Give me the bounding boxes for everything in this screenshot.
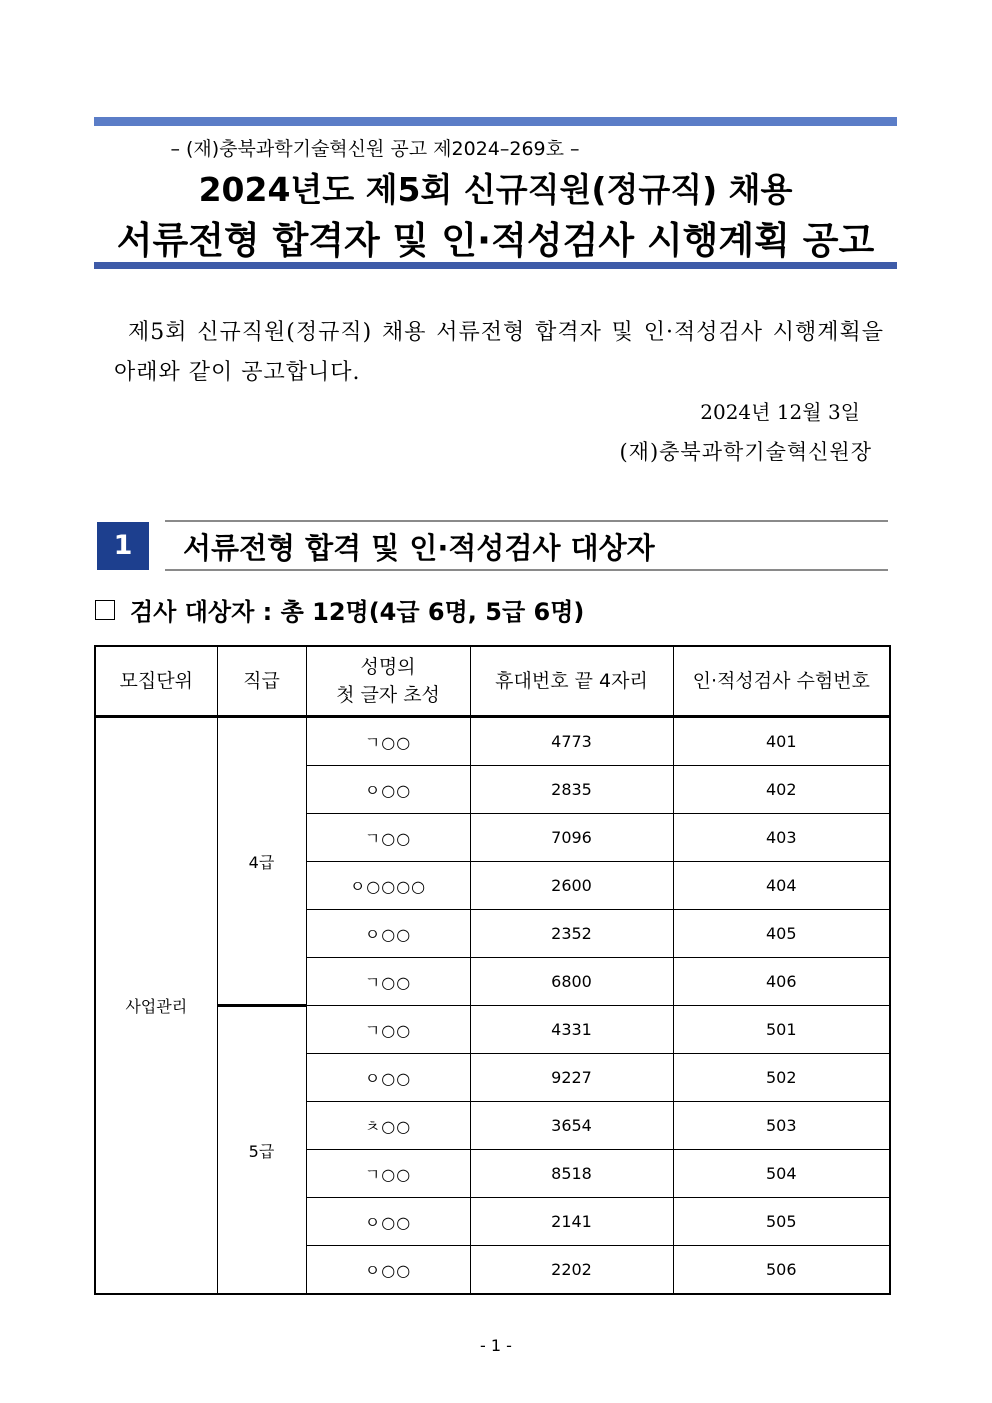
- section-title-bottom-rule: [165, 569, 888, 571]
- grade-5-cell: 5급: [217, 1006, 306, 1295]
- section-number-badge: 1: [97, 522, 149, 570]
- exam-no-cell: 401: [673, 717, 890, 766]
- header-grade: 직급: [217, 646, 306, 717]
- exam-no-cell: 504: [673, 1150, 890, 1198]
- initials-cell: ㄱ○○: [306, 1150, 470, 1198]
- checkbox-bullet-icon: [95, 600, 115, 620]
- phone-cell: 8518: [470, 1150, 673, 1198]
- header-initials-line2: 첫 글자 초성: [336, 684, 440, 706]
- initials-cell: ㄱ○○: [306, 1006, 470, 1054]
- exam-no-cell: 406: [673, 958, 890, 1006]
- phone-cell: 4773: [470, 717, 673, 766]
- exam-no-cell: 502: [673, 1054, 890, 1102]
- section-title-top-rule: [165, 520, 888, 522]
- initials-cell: ㄱ○○: [306, 717, 470, 766]
- phone-cell: 2835: [470, 766, 673, 814]
- header-exam-no: 인·적성검사 수험번호: [673, 646, 890, 717]
- issuer-name: (재)충북과학기술혁신원장: [619, 440, 872, 464]
- header-top-rule: [94, 117, 897, 126]
- initials-cell: ㅇ○○: [306, 766, 470, 814]
- initials-cell: ㄱ○○: [306, 814, 470, 862]
- phone-cell: 3654: [470, 1102, 673, 1150]
- grade-4-cell: 4급: [217, 717, 306, 1006]
- table-header-row: [95, 646, 890, 717]
- page-number: - 1 -: [480, 1336, 512, 1355]
- phone-cell: 4331: [470, 1006, 673, 1054]
- exam-no-cell: 405: [673, 910, 890, 958]
- exam-no-cell: 506: [673, 1246, 890, 1295]
- initials-cell: ㄱ○○: [306, 958, 470, 1006]
- exam-no-cell: 404: [673, 862, 890, 910]
- initials-cell: ㅇ○○: [306, 910, 470, 958]
- exam-no-cell: 503: [673, 1102, 890, 1150]
- initials-cell: ㅊ○○: [306, 1102, 470, 1150]
- phone-cell: 7096: [470, 814, 673, 862]
- initials-cell: ㅇ○○: [306, 1246, 470, 1295]
- title-line-1: 2024년도 제5회 신규직원(정규직) 채용: [198, 170, 793, 209]
- notice-date: 2024년 12월 3일: [700, 400, 860, 424]
- initials-cell: ㅇ○○: [306, 1054, 470, 1102]
- applicant-table: [94, 645, 891, 1295]
- header-phone: 휴대번호 끝 4자리: [470, 646, 673, 717]
- initials-cell: ㅇ○○: [306, 1198, 470, 1246]
- header-initials-line1: 성명의: [360, 656, 416, 678]
- header-bottom-rule: [94, 262, 897, 269]
- table-row: [95, 717, 890, 766]
- title-line-2: 서류전형 합격자 및 인·적성검사 시행계획 공고: [116, 219, 875, 262]
- exam-no-cell: 402: [673, 766, 890, 814]
- phone-cell: 2141: [470, 1198, 673, 1246]
- phone-cell: 9227: [470, 1054, 673, 1102]
- exam-no-cell: 501: [673, 1006, 890, 1054]
- notice-number: – (재)충북과학기술혁신원 공고 제2024–269호 –: [170, 138, 580, 160]
- unit-cell: 사업관리: [95, 717, 217, 1295]
- phone-cell: 2202: [470, 1246, 673, 1295]
- initials-cell: ㅇ○○○○: [306, 862, 470, 910]
- exam-no-cell: 505: [673, 1198, 890, 1246]
- header-initials: [306, 646, 470, 717]
- exam-no-cell: 403: [673, 814, 890, 862]
- phone-cell: 2600: [470, 862, 673, 910]
- phone-cell: 6800: [470, 958, 673, 1006]
- section-title: 서류전형 합격 및 인·적성검사 대상자: [183, 531, 655, 565]
- section-subheading: 검사 대상자 : 총 12명(4급 6명, 5급 6명): [130, 598, 585, 626]
- intro-paragraph: 제5회 신규직원(정규직) 채용 서류전형 합격자 및 인·적성검사 시행계획을 아래와 같이 공고합니다.: [114, 320, 884, 385]
- header-unit: 모집단위: [95, 646, 217, 717]
- phone-cell: 2352: [470, 910, 673, 958]
